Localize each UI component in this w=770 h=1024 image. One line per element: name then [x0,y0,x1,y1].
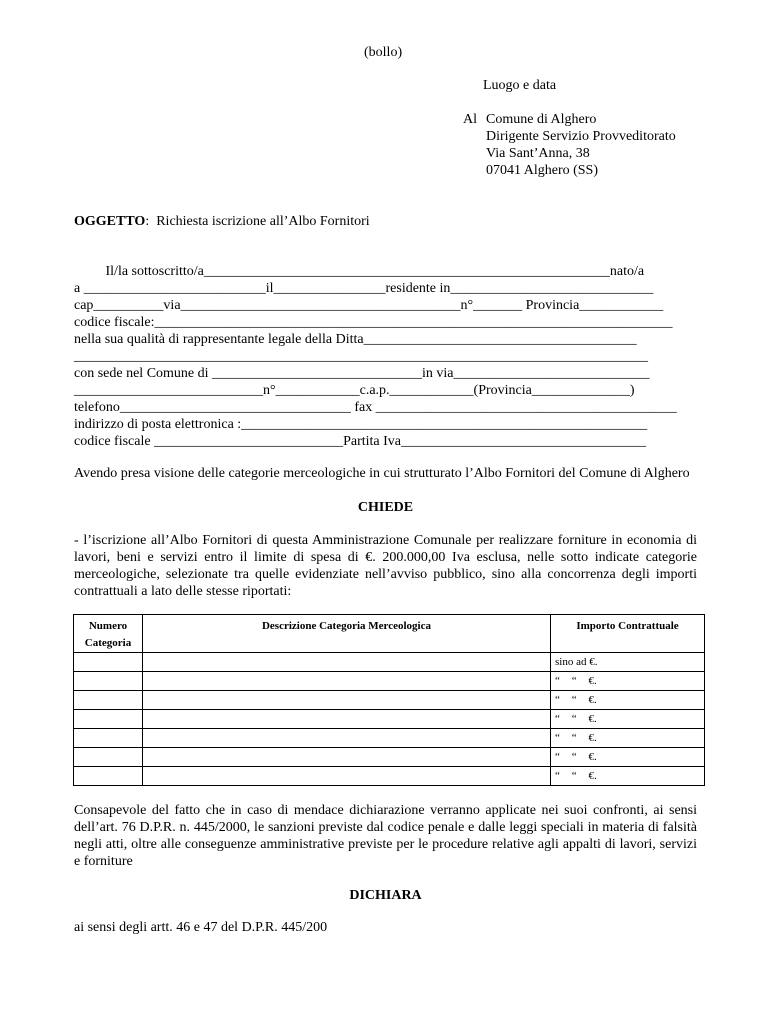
form-line-codice-fiscale: codice fiscale:__________________________________________________________________________ [74,315,673,330]
addressee-line-3: Via Sant’Anna, 38 [486,146,590,161]
col-importo: Importo Contrattuale [551,615,705,653]
oggetto-colon: : [145,214,150,229]
descrizione-cell[interactable] [143,767,551,786]
luogo-data: Luogo e data [483,78,557,93]
ditto-mark: “ [571,675,577,687]
euro-text: €. [588,694,597,706]
categories-table [73,614,705,786]
descrizione-cell[interactable] [143,653,551,672]
euro-text: €. [588,713,597,725]
al-label: Al [463,112,477,127]
form-line-partita-iva: codice fiscale ___________________________Partita Iva___________________________________ [74,434,646,449]
oggetto-text: Richiesta iscrizione all’Albo Fornitori [156,214,370,229]
form-line-ditta: nella sua qualità di rappresentante legale della Ditta_______________________________________ [74,332,637,347]
addressee-line-4: 07041 Alghero (SS) [486,163,598,178]
addressee-line-1: Comune di Alghero [486,112,597,127]
form-line-nascita: a __________________________il________________residente in_____________________________ [74,281,654,296]
addressee-line-2: Dirigente Servizio Provveditorato [486,129,676,144]
importo-cell[interactable] [551,653,705,672]
table-header-row [74,615,705,653]
euro-text: €. [588,675,597,687]
importo-cell[interactable] [551,672,705,691]
form-line-cap: cap__________via________________________________________n°_______ Provincia____________ [74,298,664,313]
ditto-mark: “ [571,694,577,706]
descrizione-cell[interactable] [143,710,551,729]
numero-cell[interactable] [74,748,143,767]
dichiara-heading: DICHIARA [349,888,422,903]
ditto-mark: “ [555,675,560,687]
euro-text: €. [588,732,597,744]
table-row [74,691,705,710]
iscrizione-paragraph: - l’iscrizione all’Albo Fornitori di questa Amministrazione Comunale per realizzare forniture in economia di lavori, beni e servizi entro il limite di spesa di €. 200.000,00 Iva esclusa, nelle sotto indicate categorie merceologiche, selezionate tra quelle evidenziate nell’avviso pubblico, sino alla concorrenza degli importi contrattuali a lato delle stesse riportati: [74,533,697,599]
bollo-label: (bollo) [364,45,403,60]
descrizione-cell[interactable] [143,729,551,748]
ditto-mark: “ [555,732,560,744]
ditto-mark: “ [571,751,577,763]
numero-cell[interactable] [74,653,143,672]
form-line-blank: __________________________________________________________________________________ [74,349,648,364]
descrizione-cell[interactable] [143,672,551,691]
ditto-mark: “ [555,713,560,725]
importo-cell[interactable] [551,767,705,786]
numero-cell[interactable] [74,729,143,748]
table-row [74,710,705,729]
ditto-mark: “ [571,770,577,782]
importo-text: sino ad €. [555,656,598,668]
oggetto-label: OGGETTO [74,214,146,229]
ditto-mark: “ [555,751,560,763]
form-line-sede: con sede nel Comune di ______________________________in via____________________________ [74,366,650,381]
ditto-mark: “ [571,713,577,725]
table-row [74,748,705,767]
form-line-telefono: telefono_________________________________ fax ___________________________________________ [74,400,677,415]
form-line-indirizzo: ___________________________n°____________c.a.p.____________(Provincia______________) [74,383,635,398]
importo-cell[interactable] [551,729,705,748]
form-line-sottoscritto: Il/la sottoscritto/a__________________________________________________________nato/a [74,264,645,279]
form-line-email: indirizzo di posta elettronica :__________________________________________________________ [74,417,648,432]
ditto-mark: “ [555,770,560,782]
ditto-mark: “ [555,694,560,706]
chiede-heading: CHIEDE [357,500,414,515]
table-row [74,767,705,786]
table-row [74,729,705,748]
avendo-paragraph: Avendo presa visione delle categorie merceologiche in cui strutturato l’Albo Fornitori del Comune di Alghero [74,466,690,481]
ai-sensi-line: ai sensi degli artt. 46 e 47 del D.P.R. 445/200 [74,920,328,935]
euro-text: €. [588,751,597,763]
consapevole-paragraph: Consapevole del fatto che in caso di mendace dichiarazione verranno applicate nei suoi confronti, ai sensi dell’art. 76 D.P.R. n. 445/2000, le sanzioni previste dal codice penale e dalle leggi speciali in materia di falsità negli atti, oltre alle conseguenze amministrative previste per le procedure relative agli appalti di lavori, servizi e forniture [74,803,697,869]
importo-cell[interactable] [551,691,705,710]
table-row [74,672,705,691]
descrizione-cell[interactable] [143,691,551,710]
numero-cell[interactable] [74,710,143,729]
numero-cell[interactable] [74,691,143,710]
importo-cell[interactable] [551,710,705,729]
table-row [74,653,705,672]
col-numero-categoria: Numero Categoria [74,615,143,653]
importo-cell[interactable] [551,748,705,767]
numero-cell[interactable] [74,767,143,786]
oggetto [74,213,370,230]
euro-text: €. [588,770,597,782]
ditto-mark: “ [571,732,577,744]
col-descrizione: Descrizione Categoria Merceologica [143,615,551,653]
numero-cell[interactable] [74,672,143,691]
descrizione-cell[interactable] [143,748,551,767]
